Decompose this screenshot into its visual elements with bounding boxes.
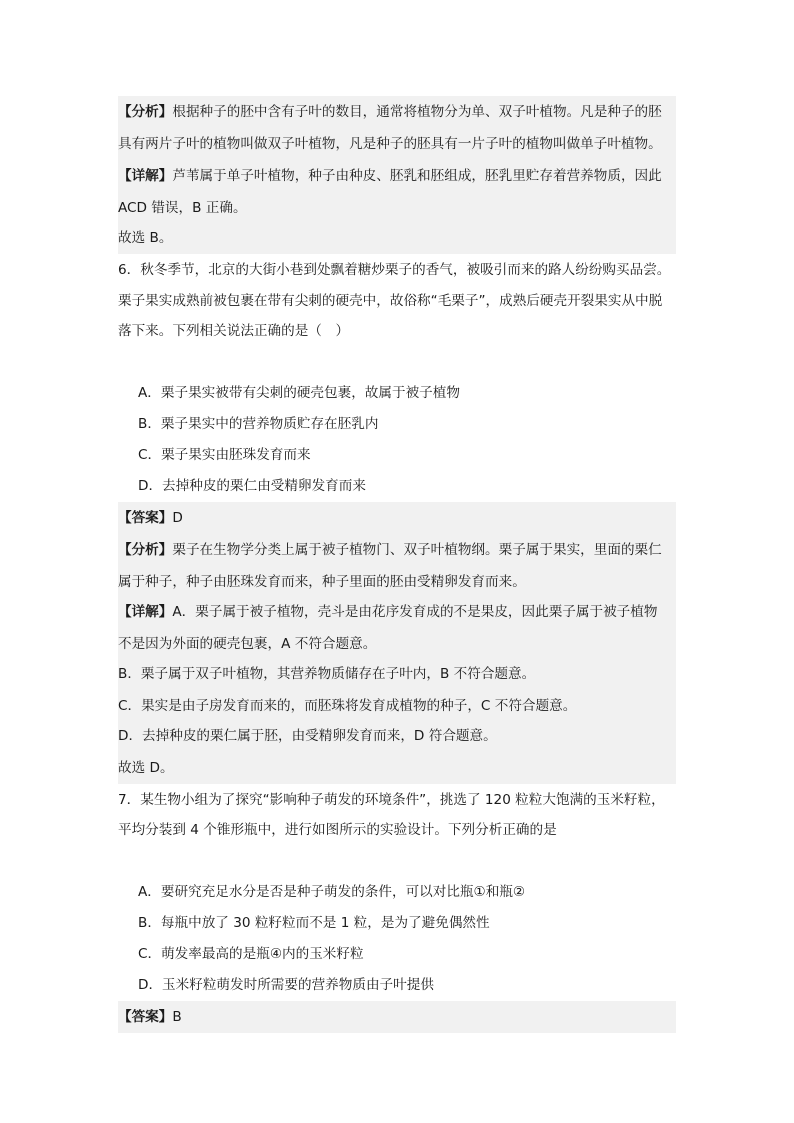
q6-analysis-line-1: 【分析】栗子在生物学分类上属于被子植物门、双子叶植物纲。栗子属于果实，里面的栗仁	[118, 534, 676, 566]
prev-analysis-line-1: 【分析】根据种子的胚中含有子叶的数目，通常将植物分为单、双子叶植物。凡是种子的胚	[118, 96, 676, 128]
q6-option-a: A．栗子果实被带有尖刺的硬壳包裹，故属于被子植物	[138, 385, 460, 401]
q7-stem-line-2: 平均分装到 4 个锥形瓶中，进行如图所示的实验设计。下列分析正确的是	[118, 822, 557, 838]
q6-detail-line-2: 不是因为外面的硬壳包裹，A 不符合题意。	[118, 628, 676, 660]
prev-conclusion: 故选 B。	[118, 222, 676, 254]
q7-answer: 【答案】B	[118, 1001, 676, 1033]
q7-stem-line-1: 7．某生物小组为了探究“影响种子萌发的环境条件”，挑选了 120 粒粒大饱满的玉米籽粒，	[118, 792, 665, 808]
analysis-tag: 【分析】	[118, 542, 173, 558]
q7-option-d: D．玉米籽粒萌发时所需要的营养物质由子叶提供	[138, 977, 434, 993]
answer-tag: 【答案】	[118, 510, 173, 526]
q6-conclusion: 故选 D。	[118, 752, 676, 784]
q6-answer: 【答案】D	[118, 502, 676, 534]
q6-detail-line-4: C．果实是由子房发育而来的，而胚珠将发育成植物的种子，C 不符合题意。	[118, 690, 676, 722]
q6-analysis-line-2: 属于种子，种子由胚珠发育而来，种子里面的胚由受精卵发育而来。	[118, 566, 676, 598]
q6-option-b: B．栗子果实中的营养物质贮存在胚乳内	[138, 416, 379, 432]
analysis-tag: 【分析】	[118, 104, 173, 120]
answer-tag: 【答案】	[118, 1009, 173, 1025]
detail-tag: 【详解】	[118, 168, 173, 184]
q6-stem-line-1: 6．秋冬季节，北京的大街小巷到处飘着糖炒栗子的香气，被吸引而来的路人纷纷购买品尝。	[118, 262, 671, 278]
prev-detail-line-2: ACD 错误，B 正确。	[118, 192, 676, 224]
detail-tag: 【详解】	[118, 604, 173, 620]
q6-option-c: C．栗子果实由胚珠发育而来	[138, 447, 311, 463]
q6-stem-line-2: 栗子果实成熟前被包裹在带有尖刺的硬壳中，故俗称“毛栗子”，成熟后硬壳开裂果实从中脱	[118, 293, 663, 309]
q6-detail-line-1: 【详解】A．栗子属于被子植物，壳斗是由花序发育成的不是果皮，因此栗子属于被子植物	[118, 596, 676, 628]
q7-option-b: B．每瓶中放了 30 粒籽粒而不是 1 粒，是为了避免偶然性	[138, 915, 490, 931]
q7-option-c: C．萌发率最高的是瓶④内的玉米籽粒	[138, 946, 364, 962]
prev-detail-line-1: 【详解】芦苇属于单子叶植物，种子由种皮、胚乳和胚组成，胚乳里贮存着营养物质，因此	[118, 160, 676, 192]
q6-stem-line-3: 落下来。下列相关说法正确的是（ ）	[118, 323, 350, 339]
prev-analysis-line-2: 具有两片子叶的植物叫做双子叶植物，凡是种子的胚具有一片子叶的植物叫做单子叶植物。	[118, 128, 676, 160]
q7-option-a: A．要研究充足水分是否是种子萌发的条件，可以对比瓶①和瓶②	[138, 884, 526, 900]
q6-option-d: D．去掉种皮的栗仁由受精卵发育而来	[138, 478, 366, 494]
q6-detail-line-3: B．栗子属于双子叶植物，其营养物质储存在子叶内，B 不符合题意。	[118, 658, 676, 690]
q6-detail-line-5: D．去掉种皮的栗仁属于胚，由受精卵发育而来，D 符合题意。	[118, 720, 676, 752]
